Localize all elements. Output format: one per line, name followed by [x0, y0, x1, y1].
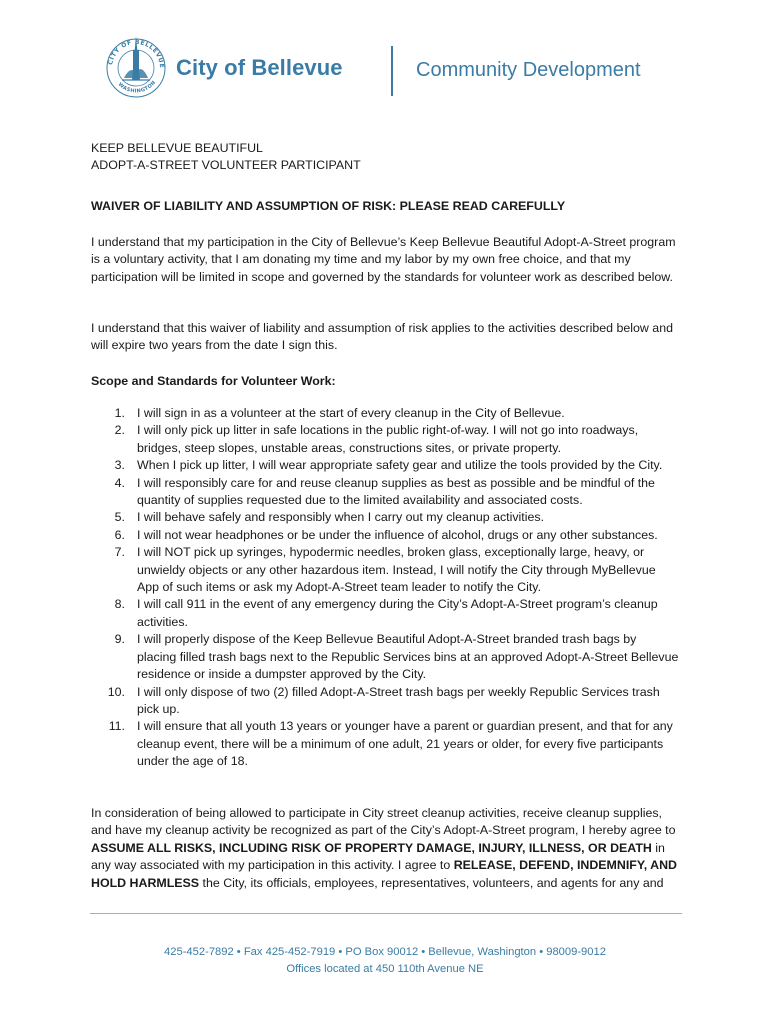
standards-list [91, 405, 679, 771]
paragraph-scope-of-waiver: I understand that this waiver of liability and assumption of risk applies to the activities described below and will expire two years from the date I sign this. [91, 321, 673, 353]
release-bold-2: RELEASE, DEFEND, INDEMNIFY, AND HOLD HARMLESS [91, 858, 677, 890]
release-bold-1: ASSUME ALL RISKS, INCLUDING RISK OF PROPERTY DAMAGE, INJURY, ILLNESS, OR DEATH [91, 840, 652, 855]
release-text-1: In consideration of being allowed to participate in City street cleanup activities, receive cleanup supplies, and have my cleanup activity be recognized as part of the City’s Adopt-A-Street program, I hereby agree to [91, 806, 676, 838]
list-item-text: I will behave safely and responsibly when I carry out my cleanup activities. [137, 510, 545, 525]
list-item-text: I will properly dispose of the Keep Bellevue Beautiful Adopt-A-Street branded trash bags by placing filled trash bags next to the Republic Services bins at an approved Adopt-A-Street Bellevue residence or inside a dumpster approved by the City. [137, 632, 679, 682]
list-item-number: 7. [114, 545, 125, 560]
list-item [91, 475, 679, 510]
heading-line-1: KEEP BELLEVUE BEAUTIFUL [91, 141, 263, 155]
heading-line-2: ADOPT-A-STREET VOLUNTEER PARTICIPANT [91, 158, 361, 173]
header-divider [391, 46, 393, 96]
svg-text:CITY OF BELLEVUE: CITY OF BELLEVUE [107, 38, 166, 69]
city-seal-icon [102, 28, 170, 100]
list-item-text: I will only pick up litter in safe locations in the public right-of-way. I will not go into roadways, bridges, steep slopes, unstable areas, constructions sites, or private property. [137, 423, 639, 455]
release-text-3: the City, its officials, employees, representatives, volunteers, and agents for any and [199, 875, 664, 890]
list-item-number: 9. [114, 632, 125, 647]
svg-text:WASHINGTON: WASHINGTON [116, 79, 158, 95]
list-item-number: 11. [108, 719, 125, 734]
list-item-number: 3. [114, 458, 125, 473]
footer-rule [90, 913, 682, 914]
list-item-text: I will call 911 in the event of any emergency during the City’s Adopt-A-Street program’s cleanup activities. [137, 597, 658, 629]
list-item-number: 4. [114, 475, 125, 490]
list-item [91, 596, 679, 631]
list-item [91, 631, 679, 683]
list-item [91, 684, 679, 719]
list-item-text: When I pick up litter, I will wear appropriate safety gear and utilize the tools provided by the City. [137, 458, 663, 473]
list-item-text: I will only dispose of two (2) filled Adopt-A-Street trash bags per weekly Republic Services trash pick up. [137, 684, 660, 716]
list-item [91, 527, 679, 544]
department-name: Community Development [416, 59, 641, 81]
list-item-text: I will not wear headphones or be under the influence of alcohol, drugs or any other substances. [137, 527, 658, 542]
list-item [91, 544, 679, 596]
list-item-number: 10. [107, 684, 125, 699]
list-item-number: 2. [114, 423, 125, 438]
list-item [91, 405, 679, 422]
list-item-text: I will ensure that all youth 13 years or younger have a parent or guardian present, and that for any cleanup event, there will be a minimum of one adult, 21 years or older, for every five participants under the age of 18. [137, 719, 673, 769]
list-item-number: 6. [114, 527, 125, 542]
list-item [91, 509, 679, 526]
document-heading [91, 140, 679, 175]
footer-address: Offices located at 450 110th Avenue NE [286, 963, 484, 975]
release-text-2: in any way associated with my participation in this activity. I agree to [91, 840, 665, 873]
list-item-text: I will sign in as a volunteer at the start of every cleanup in the City of Bellevue. [137, 406, 565, 420]
list-item-text: I will NOT pick up syringes, hypodermic needles, broken glass, exceptionally large, heavy, or unwieldy objects or any other hazardous item. Instead, I will notify the City through MyBellevue App of such items or ask my Adopt-A-Street team leader to notify the City. [137, 545, 656, 595]
paragraph-participation: I understand that my participation in the City of Bellevue’s Keep Bellevue Beautiful Adopt-A-Street program is a voluntary activity, that I am donating my time and my labor by my own free choice, and that my participation will be limited in scope and governed by the standards for volunteer work as described below. [91, 235, 676, 284]
city-name: City of Bellevue [176, 55, 343, 80]
list-item [91, 422, 679, 457]
list-item [91, 718, 679, 770]
list-item-number: 5. [114, 510, 125, 525]
scope-heading: Scope and Standards for Volunteer Work: [91, 374, 336, 388]
list-item-number: 8. [114, 597, 125, 612]
letterhead [100, 28, 680, 104]
paragraph-release [91, 805, 679, 892]
list-item [91, 457, 679, 474]
list-item-text: I will responsibly care for and reuse cleanup supplies as best as possible and be mindful of the quantity of supplies requested due to the limited availability and associated costs. [137, 475, 655, 508]
footer [0, 944, 770, 978]
waiver-title: WAIVER OF LIABILITY AND ASSUMPTION OF RISK: PLEASE READ CAREFULLY [91, 199, 566, 213]
footer-contact: 425-452-7892 • Fax 425-452-7919 • PO Box 90012 • Bellevue, Washington • 98009-9012 [164, 946, 606, 958]
list-item-number: 1. [114, 406, 125, 420]
